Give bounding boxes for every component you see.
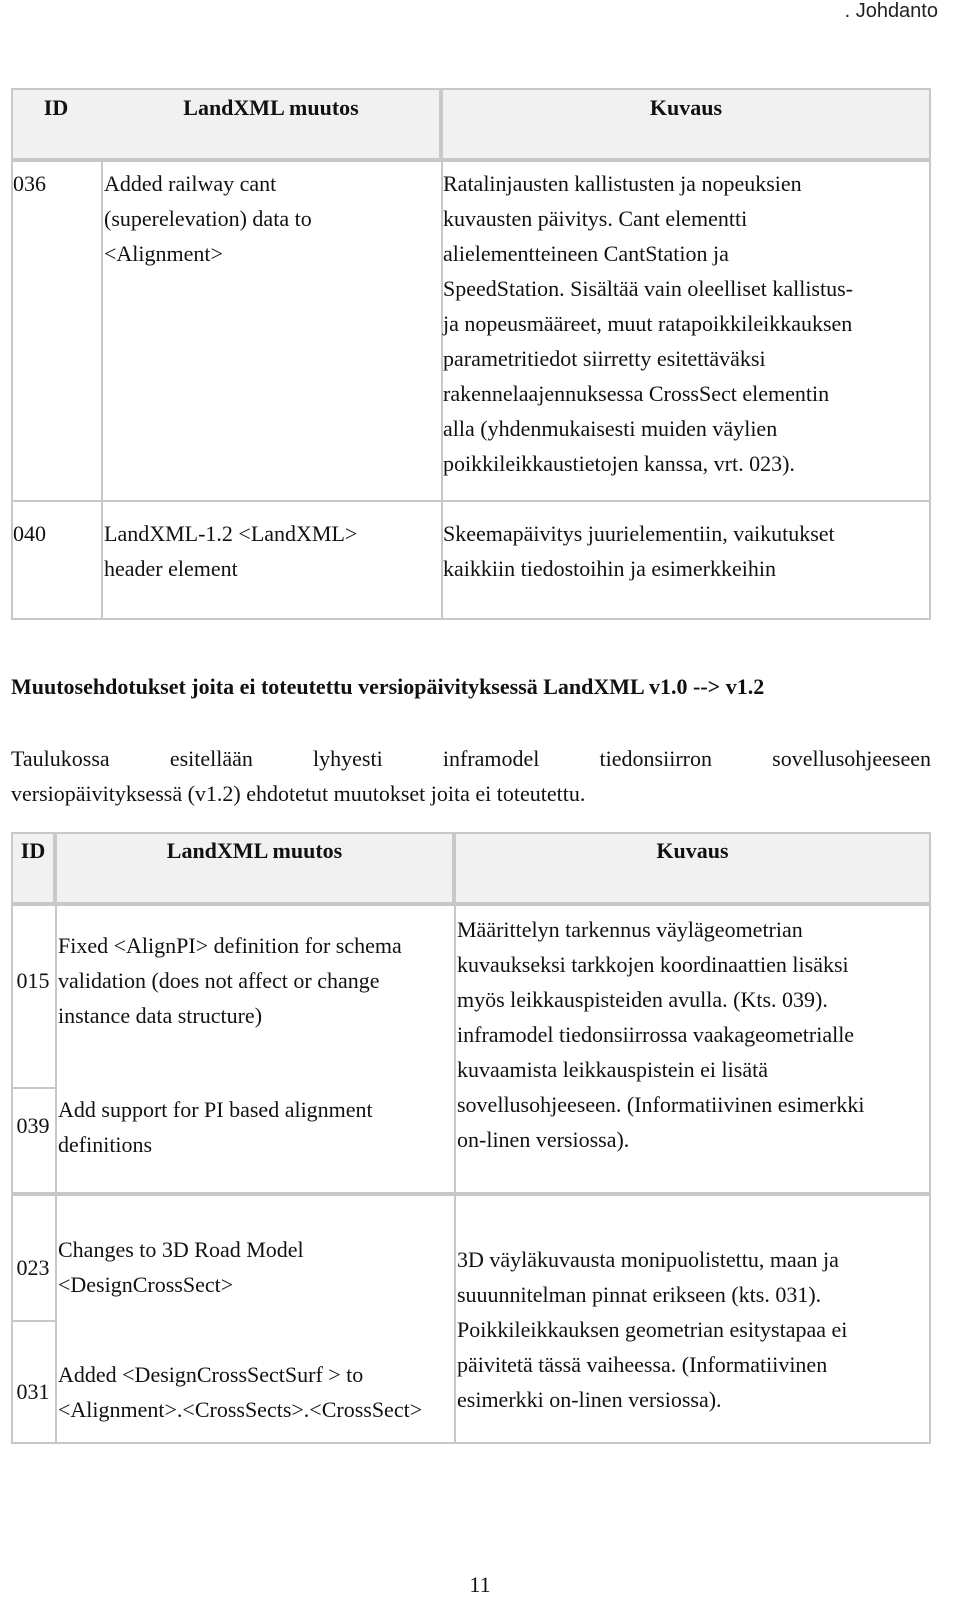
- row-id: 023: [16, 1255, 50, 1280]
- desc-line: esimerkki on-linen versiossa).: [457, 1387, 722, 1412]
- row-id: 015: [16, 968, 50, 993]
- change-line: <Alignment>.<CrossSects>.<CrossSect>: [58, 1397, 423, 1422]
- table2-header-change: LandXML muutos: [166, 838, 343, 863]
- desc-line: Määrittelyn tarkennus väylägeometrian: [457, 917, 803, 942]
- table1-header-id: ID: [43, 95, 69, 120]
- desc-line: ja nopeusmääreet, muut ratapoikkileikkauksen: [443, 311, 853, 336]
- paragraph-line: versiopäivityksessä (v1.2) ehdotetut muutokset joita ei toteutettu.: [11, 781, 586, 806]
- row-change: [104, 166, 439, 271]
- desc-line: Ratalinjausten kallistusten ja nopeuksien: [443, 171, 802, 196]
- row-change: [58, 1092, 452, 1162]
- desc-line: on-linen versiossa).: [457, 1127, 630, 1152]
- change-line: <DesignCrossSect>: [58, 1272, 234, 1297]
- table1-header-change: LandXML muutos: [183, 95, 359, 120]
- table2-header-description: Kuvaus: [656, 838, 729, 863]
- row-id: 031: [16, 1379, 50, 1404]
- desc-line: alla (yhdenmukaisesti muiden väylien: [443, 416, 778, 441]
- row-id: 040: [13, 521, 46, 546]
- row-change: [58, 1232, 452, 1302]
- section-paragraph: [11, 741, 931, 811]
- change-line: <Alignment>: [104, 241, 223, 266]
- page-number: 11: [469, 1572, 491, 1597]
- desc-line: suuunnitelman pinnat erikseen (kts. 031).: [457, 1282, 822, 1307]
- change-line: validation (does not affect or change: [58, 968, 380, 993]
- row-description: [443, 166, 931, 481]
- desc-line: inframodel tiedonsiirrossa vaakageometrialle: [457, 1022, 855, 1047]
- group-description: [457, 1242, 929, 1417]
- change-line: Add support for PI based alignment: [58, 1097, 373, 1122]
- desc-line: kuvaamista leikkauspistein ei lisätä: [457, 1057, 768, 1082]
- row-id: 039: [16, 1113, 50, 1138]
- desc-line: SpeedStation. Sisältää vain oleelliset kallistus-: [443, 276, 853, 301]
- change-line: Added railway cant: [104, 171, 277, 196]
- desc-line: kaikkiin tiedostoihin ja esimerkkeihin: [443, 556, 776, 581]
- change-line: definitions: [58, 1132, 153, 1157]
- row-change: [104, 516, 439, 586]
- row-change: [58, 928, 452, 1033]
- desc-line: rakennelaajennuksessa CrossSect elementin: [443, 381, 830, 406]
- row-change: [58, 1357, 452, 1427]
- change-line: header element: [104, 556, 238, 581]
- table1-header-description: Kuvaus: [649, 95, 723, 120]
- change-line: Changes to 3D Road Model: [58, 1237, 304, 1262]
- change-line: Added <DesignCrossSectSurf > to: [58, 1362, 364, 1387]
- change-line: Fixed <AlignPI> definition for schema: [58, 933, 402, 958]
- row-description: [443, 516, 931, 586]
- desc-line: Skeemapäivitys juurielementiin, vaikutukset: [443, 521, 835, 546]
- desc-line: parametritiedot siirretty esitettäväksi: [443, 346, 766, 371]
- desc-line: myös leikkauspisteiden avulla. (Kts. 039).: [457, 987, 828, 1012]
- row-id: 036: [13, 171, 46, 196]
- desc-line: kuvaukseksi tarkkojen koordinaattien lisäksi: [457, 952, 849, 977]
- group-description: [457, 912, 929, 1157]
- desc-line: päivitetä tässä vaiheessa. (Informatiivinen: [457, 1352, 828, 1377]
- desc-line: sovellusohjeeseen. (Informatiivinen esimerkki: [457, 1092, 865, 1117]
- table2-header-id: ID: [20, 838, 46, 863]
- change-line: (superelevation) data to: [104, 206, 312, 231]
- running-header: . Johdanto: [844, 0, 938, 22]
- desc-line: kuvausten päivitys. Cant elementti: [443, 206, 748, 231]
- desc-line: 3D väyläkuvausta monipuolistettu, maan ja: [457, 1247, 839, 1272]
- paragraph-line: Taulukossa esitellään lyhyesti inframodel tiedonsiirron sovellusohjeeseen: [11, 746, 931, 771]
- desc-line: alielementteineen CantStation ja: [443, 241, 729, 266]
- desc-line: poikkileikkaustietojen kanssa, vrt. 023).: [443, 451, 795, 476]
- desc-line: Poikkileikkauksen geometrian esitystapaa ei: [457, 1317, 848, 1342]
- change-line: instance data structure): [58, 1003, 263, 1028]
- section-title: Muutosehdotukset joita ei toteutettu versiopäivityksessä LandXML v1.0 --> v1.2: [11, 674, 765, 699]
- change-line: LandXML-1.2 <LandXML>: [104, 521, 358, 546]
